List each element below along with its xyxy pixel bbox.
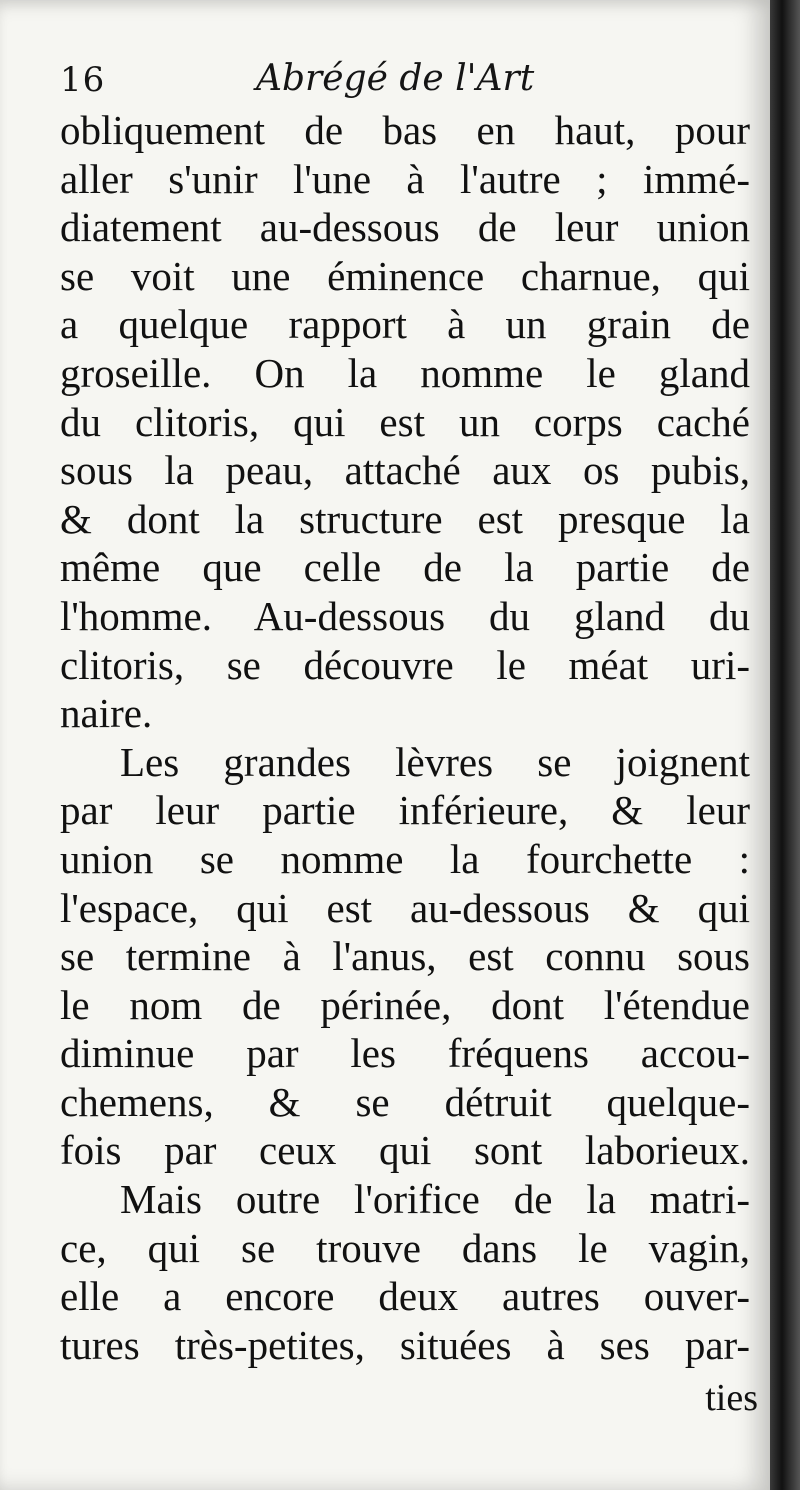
text-line: union se nomme la fourchette :	[60, 835, 750, 882]
text-line: par leur partie inférieure, & leur	[60, 787, 750, 834]
text-line: aller s'unir l'une à l'autre ; immé-	[60, 155, 750, 202]
text-line: se termine à l'anus, est connu sous	[60, 933, 750, 980]
page-gutter-edge	[770, 0, 800, 1490]
text-line: l'espace, qui est au-dessous & qui	[60, 884, 750, 931]
text-line-paragraph-end: fois par ceux qui sont laborieux.	[60, 1127, 750, 1174]
catchword-row	[60, 1376, 758, 1419]
text-line: & dont la structure est presque la	[60, 495, 750, 542]
text-line: diminue par les fréquens accou-	[60, 1030, 750, 1077]
text-line: tures très-petites, situées à ses par-	[60, 1321, 750, 1368]
running-head: Abrégé de l'Art	[256, 58, 535, 99]
text-line-paragraph-end: naire.	[60, 690, 153, 737]
text-line: le nom de périnée, dont l'étendue	[60, 981, 750, 1028]
text-line: l'homme. Au-dessous du gland du	[60, 592, 750, 639]
text-line: groseille. On la nomme le gland	[60, 349, 750, 396]
text-line: diatement au-dessous de leur union	[60, 204, 750, 251]
catchword: ties	[705, 1377, 758, 1419]
text-line-paragraph-start: Les grandes lèvres se joignent	[120, 738, 750, 785]
text-line: obliquement de bas en haut, pour	[60, 107, 750, 153]
text-line: a quelque rapport à un grain de	[60, 301, 750, 348]
text-line: sous la peau, attaché aux os pubis,	[60, 447, 750, 494]
text-line: elle a encore deux autres ouver-	[60, 1273, 750, 1320]
page-header	[60, 58, 660, 106]
text-line: même que celle de la partie de	[60, 544, 750, 591]
text-line-paragraph-start: Mais outre l'orifice de la matri-	[120, 1176, 750, 1223]
text-line: du clitoris, qui est un corps caché	[60, 398, 750, 445]
body-text	[60, 106, 750, 1369]
text-line: clitoris, se découvre le méat uri-	[60, 641, 750, 688]
page-number: 16	[60, 60, 106, 100]
text-line: chemens, & se détruit quelque-	[60, 1078, 750, 1125]
text-line: ce, qui se trouve dans le vagin,	[60, 1224, 750, 1271]
text-line: se voit une éminence charnue, qui	[60, 252, 750, 299]
